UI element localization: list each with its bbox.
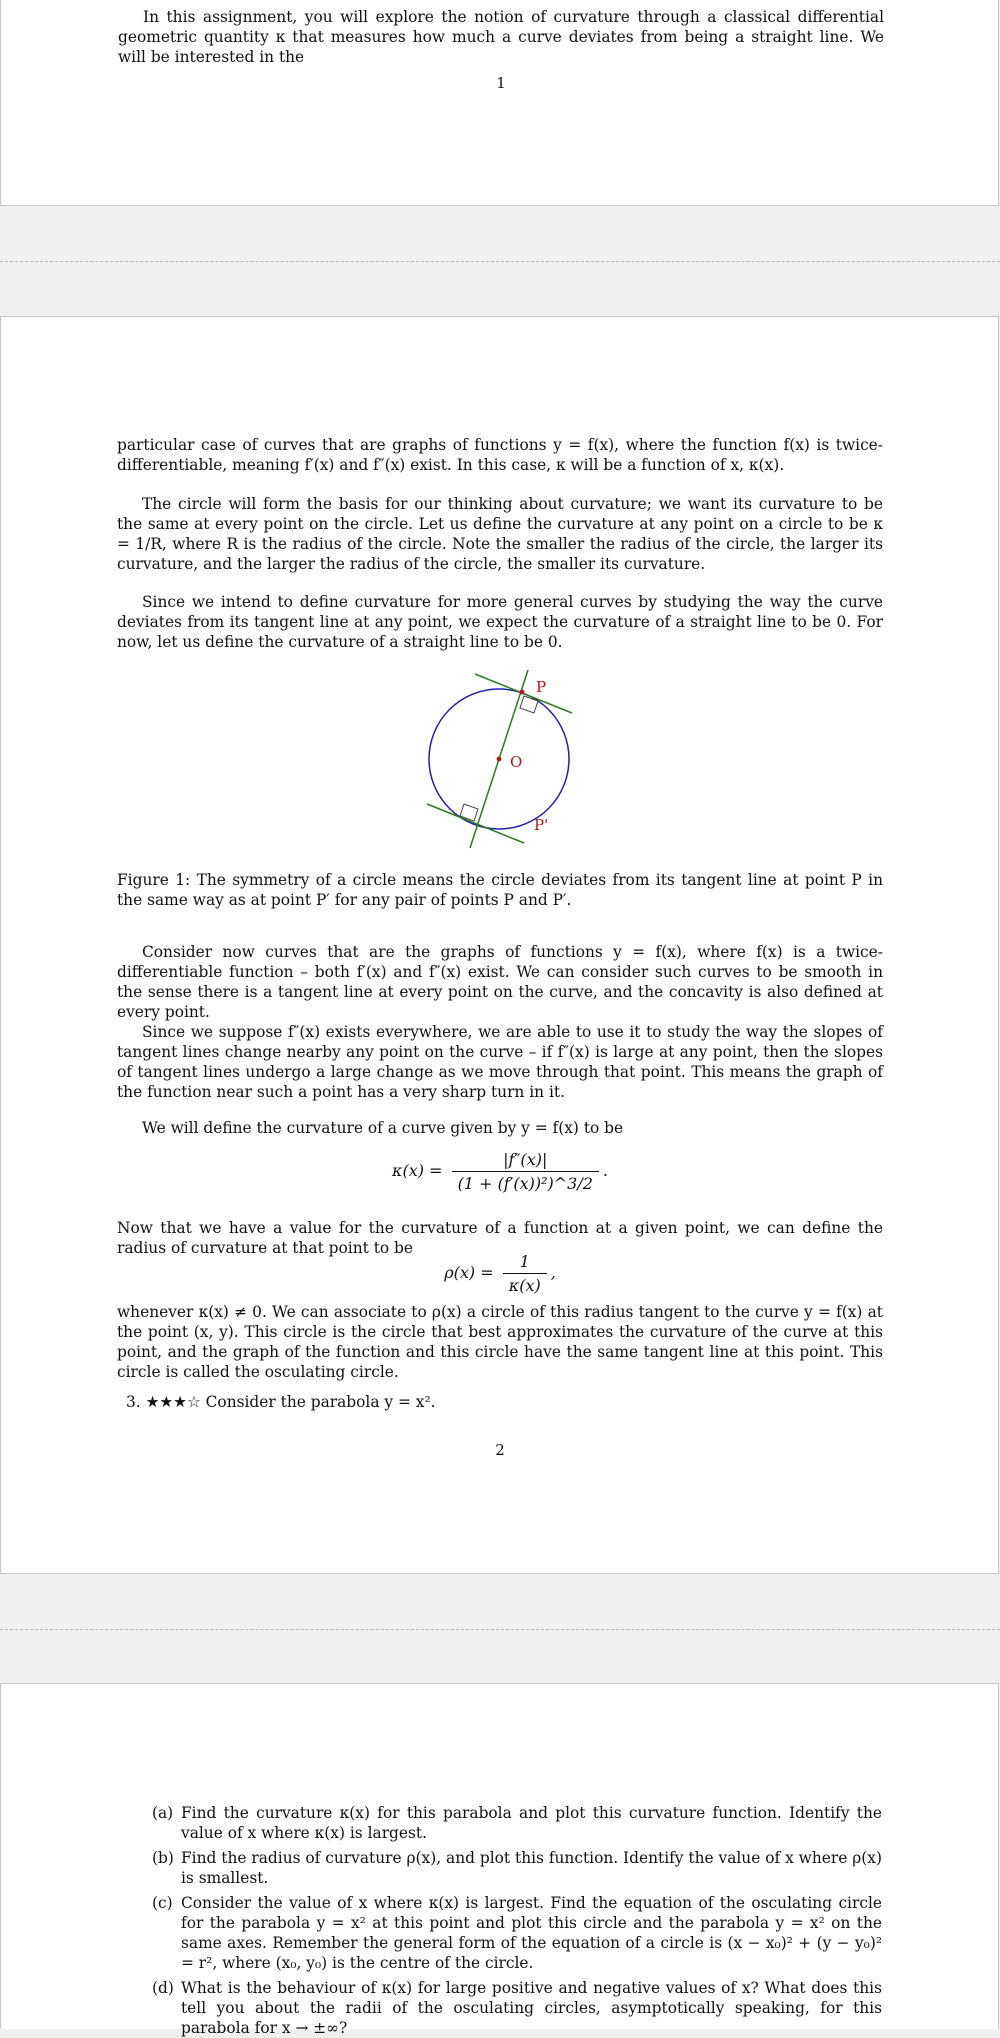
- figure-circle-tangents: [415, 662, 585, 856]
- label-p-prime: P': [534, 816, 549, 834]
- paragraph-second-derivative: Since we suppose f″(x) exists everywhere, we are able to use it to study the way the slopes of tangent lines change nearby any point on the curve – if f″(x) is large at any point, then the slopes of tangent lines undergo a large change as we move through that point. This means the graph of the function near such a point has a very sharp turn in it.: [117, 1023, 883, 1101]
- paragraph-define-curvature: We will define the curvature of a curve given by y = f(x) to be: [142, 1119, 624, 1137]
- formula-radius: [0, 1252, 1000, 1295]
- page-number-2: 2: [495, 1441, 505, 1459]
- exercise-item-b: [152, 1848, 882, 1888]
- figure-caption: Figure 1: The symmetry of a circle means the circle deviates from its tangent line at point P in the same way as at point P′ for any pair of points P and P′.: [117, 871, 883, 909]
- formula-curvature-lhs: κ(x) =: [391, 1161, 443, 1180]
- exercise-item-a-label: (a): [152, 1804, 174, 1822]
- formula-curvature-numerator: |f″(x)|: [452, 1150, 599, 1172]
- paragraph-circle-basis: The circle will form the basis for our thinking about curvature; we want its curvature to be the same at every point on the circle. Let us define the curvature at any point on a circle to be κ = 1/R, where R is the radius of the circle. Note the smaller the radius of the circle, the larger its curvature, and the larger the radius of the circle, the smaller its curvature.: [117, 495, 883, 573]
- point-p-dot: [520, 690, 525, 695]
- circle-diagram: [415, 662, 585, 852]
- formula-radius-lhs: ρ(x) =: [444, 1263, 494, 1282]
- formula-curvature-fraction: [452, 1150, 599, 1193]
- paragraph-osculating-circle: whenever κ(x) ≠ 0. We can associate to ρ(x) a circle of this radius tangent to the curve y = f(x) at the point (x, y). This circle is the circle that best approximates the curvature of the curve at this point, and the graph of the function and this circle have the same tangent line at this point. This circle is called the osculating circle.: [117, 1303, 883, 1381]
- label-o: O: [510, 753, 523, 771]
- exercise-item-d-text: What is the behaviour of κ(x) for large positive and negative values of x? What does this tell you about the radii of the osculating circles, asymptotically speaking, for this parabola for x → ±∞?: [181, 1979, 882, 2037]
- formula-radius-tail: ,: [550, 1263, 556, 1282]
- point-o-dot: [497, 757, 502, 762]
- exercise-item-b-text: Find the radius of curvature ρ(x), and plot this function. Identify the value of x where ρ(x) is smallest.: [181, 1849, 882, 1887]
- formula-radius-numerator: 1: [503, 1252, 547, 1274]
- label-p: P: [536, 678, 547, 696]
- tangent-line-bottom: [427, 804, 524, 843]
- page-break-1: [0, 261, 1000, 262]
- paragraph-smooth-curves: Consider now curves that are the graphs of functions y = f(x), where f(x) is a twice-differentiable function – both f′(x) and f″(x) exist. We can consider such curves to be smooth in the sense there is a tangent line at every point on the curve, and the concavity is also defined at every point.: [117, 943, 883, 1021]
- exercise-item-c-label: (c): [152, 1894, 173, 1912]
- formula-radius-fraction: [503, 1252, 547, 1295]
- paragraph-particular-case: particular case of curves that are graphs of functions y = f(x), where the function f(x) is twice-differentiable, meaning f′(x) and f″(x) exist. In this case, κ will be a function of x, κ(x).: [117, 436, 883, 474]
- paragraph-radius-of-curvature: Now that we have a value for the curvature of a function at a given point, we can define the radius of curvature at that point to be: [117, 1219, 883, 1257]
- exercise-item-c: [152, 1893, 882, 1973]
- exercise-item-b-label: (b): [152, 1849, 174, 1867]
- formula-radius-denominator: κ(x): [508, 1276, 541, 1295]
- page-1: [0, 0, 999, 206]
- formula-curvature-denominator: (1 + (f′(x))²)^3/2: [457, 1174, 593, 1193]
- exercise-item-d: [152, 1978, 882, 2038]
- formula-curvature-tail: .: [602, 1161, 609, 1180]
- exercise-3-heading: 3. ★★★☆ Consider the parabola y = x².: [126, 1393, 436, 1411]
- exercise-item-d-label: (d): [152, 1979, 174, 1997]
- page-break-2: [0, 1629, 1000, 1630]
- paragraph-intro: In this assignment, you will explore the notion of curvature through a classical differential geometric quantity κ that measures how much a curve deviates from being a straight line. We will be interested in the: [118, 8, 884, 66]
- exercise-item-c-text: Consider the value of x where κ(x) is largest. Find the equation of the osculating circle for the parabola y = x² at this point and plot this circle and the parabola y = x² on the same axes. Remember the general form of the equation of a circle is (x − x₀)² + (y − y₀)² = r², where (x₀, y₀) is the centre of the circle.: [181, 1894, 882, 1972]
- paragraph-straight-line: Since we intend to define curvature for more general curves by studying the way the curve deviates from its tangent line at any point, we expect the curvature of a straight line to be 0. For now, let us define the curvature of a straight line to be 0.: [117, 593, 883, 651]
- formula-curvature: [0, 1150, 1000, 1193]
- exercise-item-a-text: Find the curvature κ(x) for this parabola and plot this curvature function. Identify the value of x where κ(x) is largest.: [181, 1804, 882, 1842]
- exercise-item-a: [152, 1803, 882, 1843]
- page-number-1: 1: [496, 74, 506, 92]
